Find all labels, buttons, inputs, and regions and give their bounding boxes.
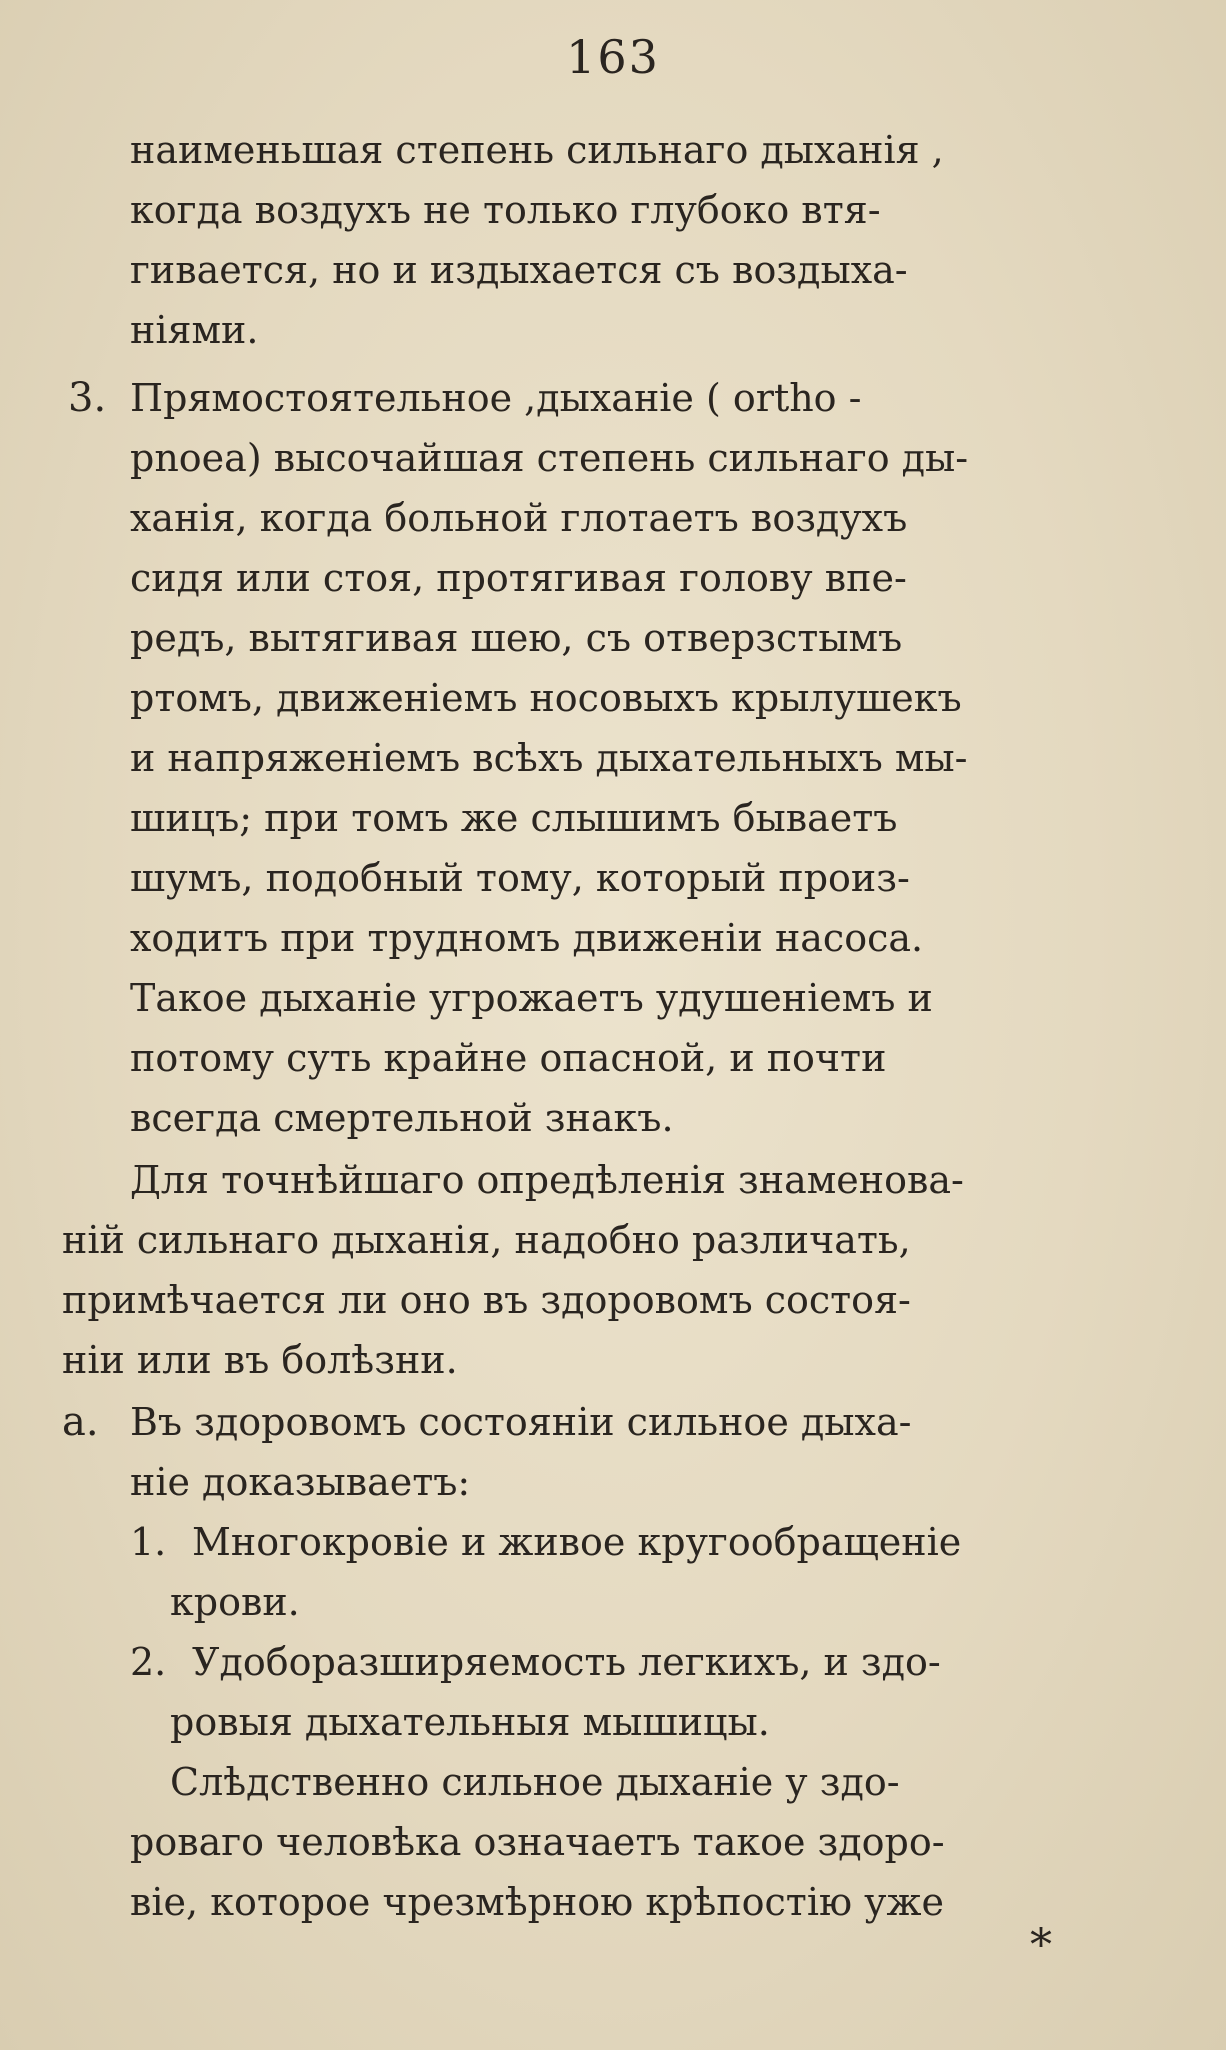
text-line: ніи или въ болѣзни. — [62, 1338, 458, 1382]
text-line: ній сильнаго дыханія, надобно различать, — [62, 1218, 911, 1262]
text-line: Слѣдственно сильное дыханіе у здо- — [170, 1760, 900, 1804]
text-line: Прямостоятельное ,дыханіе ( ortho - — [130, 376, 862, 420]
text-line: роваго человѣка означаетъ такое здоро- — [130, 1820, 945, 1864]
text-line: ніями. — [130, 308, 259, 352]
item-label: a. — [62, 1399, 99, 1445]
text-line: Удоборазширяемость легкихъ, и здо- — [192, 1640, 941, 1684]
text-line: ртомъ, движеніемъ носовыхъ крылушекъ — [130, 676, 962, 720]
text-line: Такое дыханіе угрожаетъ удушеніемъ и — [130, 976, 933, 1020]
text-line: сидя или стоя, протягивая голову впе- — [130, 556, 907, 600]
text-line: pnoea) высочайшая степень сильнаго ды- — [130, 436, 969, 480]
text-line: и напряженіемъ всѣхъ дыхательныхъ мы- — [130, 736, 968, 780]
subitem-number: 1. — [130, 1520, 167, 1564]
text-line: примѣчается ли оно въ здоровомъ состоя- — [62, 1278, 911, 1322]
text-line: ханія, когда больной глотаетъ воздухъ — [130, 496, 908, 540]
text-line: всегда смертельной знакъ. — [130, 1096, 674, 1140]
text-line: шумъ, подобный тому, который произ- — [130, 856, 910, 900]
text-line: потому суть крайне опасной, и почти — [130, 1036, 887, 1080]
text-line: шицъ; при томъ же слышимъ бываетъ — [130, 796, 898, 840]
text-line: Многокровіе и живое кругообращеніе — [192, 1520, 962, 1564]
text-line: наименьшая степень сильнаго дыханія , — [130, 128, 944, 172]
text-line: ровыя дыхательныя мышицы. — [170, 1700, 770, 1744]
text-line: Для точнѣйшаго опредѣленія знаменова- — [130, 1158, 964, 1202]
subitem-number: 2. — [130, 1640, 167, 1684]
text-line: ніе доказываетъ: — [130, 1460, 471, 1504]
text-line: віе, которое чрезмѣрною крѣпостію уже — [130, 1880, 944, 1924]
text-line: крови. — [170, 1580, 300, 1624]
text-line: редъ, вытягивая шею, съ отверзстымъ — [130, 616, 903, 660]
text-line: Въ здоровомъ состояніи сильное дыха- — [130, 1400, 912, 1444]
catchword: * — [1030, 1920, 1052, 1971]
text-line: ходитъ при трудномъ движеніи насоса. — [130, 916, 924, 960]
text-line: когда воздухъ не только глубоко втя- — [130, 188, 881, 232]
item-number: 3. — [68, 375, 107, 421]
page-number: 163 — [566, 30, 660, 84]
text-line: гивается, но и издыхается съ воздыха- — [130, 248, 908, 292]
